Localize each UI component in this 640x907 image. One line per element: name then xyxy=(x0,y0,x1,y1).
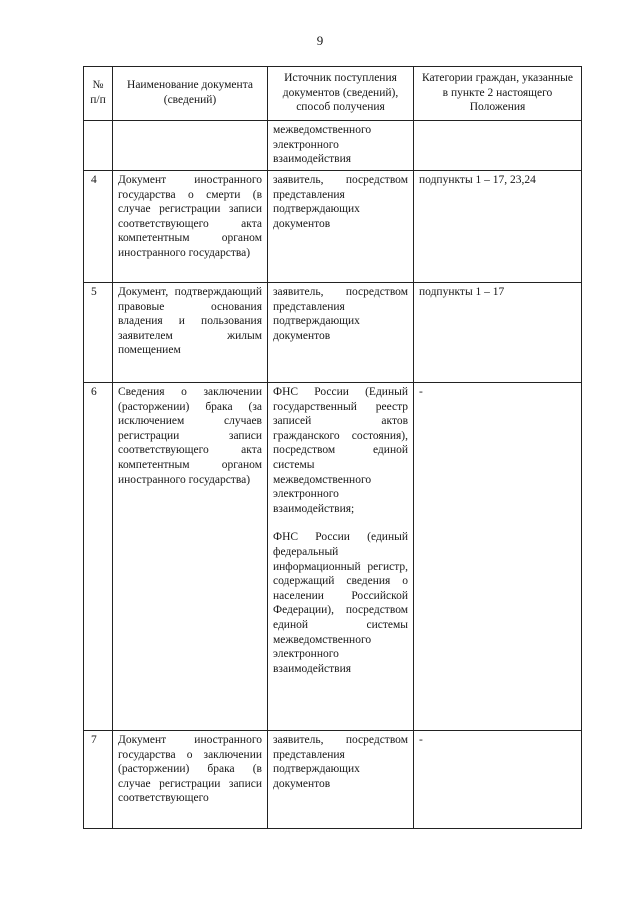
row-number: 6 xyxy=(84,383,113,731)
row-number: 7 xyxy=(84,731,113,829)
header-num: № п/п xyxy=(84,67,113,121)
document-name: Документ иностранного государства о заключении (расторжении) брака (в случае регистрации записи соответствующего xyxy=(113,731,268,829)
table-row xyxy=(84,171,582,283)
document-name: Документ иностранного государства о смерти (в случае регистрации записи соответствующего акта компетентным органом иностранного государства) xyxy=(113,171,268,283)
document-source xyxy=(268,731,414,829)
citizen-categories: - xyxy=(414,383,582,731)
source-paragraph: ФНС России (Единый государственный реестр записей актов гражданского состояния), посредством единой системы межведомственного электронного взаимодействия; xyxy=(273,386,408,515)
source-paragraph: заявитель, посредством представления подтверждающих документов xyxy=(273,734,408,790)
table-header-row xyxy=(84,67,582,121)
document-name: Сведения о заключении (расторжении) брака (за исключением случаев регистрации записи соответствующего акта компетентным органом иностранного государства) xyxy=(113,383,268,731)
row-number: 5 xyxy=(84,283,113,383)
citizen-categories: подпункты 1 – 17, 23,24 xyxy=(414,171,582,283)
document-source xyxy=(268,283,414,383)
document-source xyxy=(268,171,414,283)
page-number: 9 xyxy=(316,33,324,48)
document-source xyxy=(268,121,414,171)
document-name: Документ, подтверждающий правовые основания владения и пользования заявителем жилым помещением xyxy=(113,283,268,383)
source-paragraph: ФНС России (единый федеральный информационный регистр, содержащий сведения о населении Российской Федерации), посредством единой системы межведомственного электронного взаимодействия xyxy=(273,531,408,675)
citizen-categories: подпункты 1 – 17 xyxy=(414,283,582,383)
document-name xyxy=(113,121,268,171)
citizen-categories xyxy=(414,121,582,171)
documents-table xyxy=(83,66,582,829)
source-paragraph: межведомственного электронного взаимодействия xyxy=(273,124,372,166)
row-number xyxy=(84,121,113,171)
citizen-categories: - xyxy=(414,731,582,829)
row-number: 4 xyxy=(84,171,113,283)
source-paragraph: заявитель, посредством представления подтверждающих документов xyxy=(273,174,408,230)
source-paragraph: заявитель, посредством представления подтверждающих документов xyxy=(273,286,408,342)
header-categories: Категории граждан, указанные в пункте 2 настоящего Положения xyxy=(414,67,582,121)
table-row xyxy=(84,283,582,383)
header-name: Наименование документа (сведений) xyxy=(113,67,268,121)
header-source: Источник поступления документов (сведений), способ получения xyxy=(268,67,414,121)
document-source xyxy=(268,383,414,731)
table-row xyxy=(84,731,582,829)
table-row xyxy=(84,121,582,171)
table-row xyxy=(84,383,582,731)
